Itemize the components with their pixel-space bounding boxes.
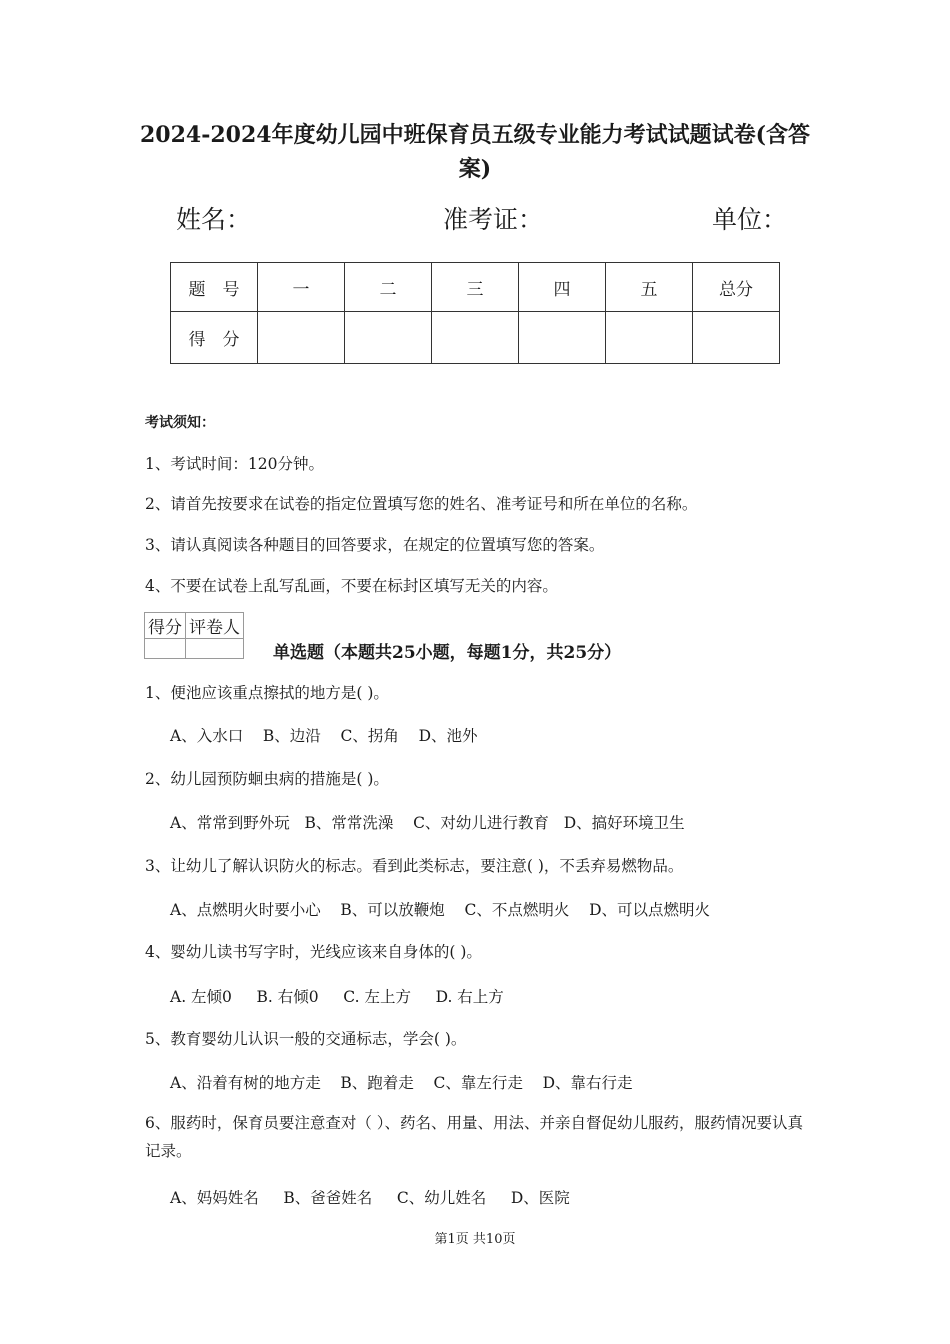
question-text: 6、服药时，保育员要注意查对（ ）、药名、用量、用法、并亲自督促幼儿服药，服药情况要认真记录。 [145, 1114, 804, 1160]
score-table [170, 262, 780, 364]
notice-title: 考试须知： [145, 415, 215, 431]
score-input-cell[interactable] [345, 312, 432, 364]
question-text: 3、让幼儿了解认识防火的标志。看到此类标志，要注意( )，不丢弃易燃物品。 [145, 857, 684, 875]
question-text: 2、幼儿园预防蛔虫病的措施是( )。 [145, 770, 389, 788]
grader-box [144, 612, 244, 659]
score-table-score-row [171, 312, 780, 364]
question-text: 4、婴幼儿读书写字时，光线应该来自身体的( )。 [145, 943, 482, 961]
grader-name-cell[interactable] [186, 639, 244, 659]
score-input-cell[interactable] [606, 312, 693, 364]
question-options: A. 左倾0 B. 右倾0 C. 左上方 D. 右上方 [170, 988, 504, 1006]
grader-score-cell[interactable] [145, 639, 186, 659]
notice-item: 4、不要在试卷上乱写乱画，不要在标封区填写无关的内容。 [145, 577, 558, 595]
score-table-cell: 五 [606, 263, 693, 312]
score-table-cell: 一 [258, 263, 345, 312]
score-table-cell: 总分 [693, 263, 780, 312]
question-text: 1、便池应该重点擦拭的地方是( )。 [145, 684, 389, 702]
question-text: 5、教育婴幼儿认识一般的交通标志，学会( )。 [145, 1030, 467, 1048]
unit-label: 单位： [712, 205, 788, 234]
notice-item: 1、考试时间：120分钟。 [145, 455, 324, 473]
question-options: A、点燃明火时要小心 B、可以放鞭炮 C、不点燃明火 D、可以点燃明火 [170, 901, 710, 919]
section-title: 单选题（本题共25小题，每题1分，共25分） [273, 643, 622, 663]
score-input-cell[interactable] [693, 312, 780, 364]
document-title: 2024-2024年度幼儿园中班保育员五级专业能力考试试题试卷(含答案) [140, 122, 811, 182]
question-options: A、常常到野外玩 B、常常洗澡 C、对幼儿进行教育 D、搞好环境卫生 [170, 814, 685, 832]
score-table-cell: 题 号 [171, 263, 258, 312]
page-footer: 第1页 共10页 [434, 1232, 516, 1247]
score-input-cell[interactable] [258, 312, 345, 364]
exam-id-label: 准考证： [443, 205, 544, 234]
score-table-cell: 四 [519, 263, 606, 312]
score-row-label: 得 分 [171, 312, 258, 364]
notice-item: 2、请首先按要求在试卷的指定位置填写您的姓名、准考证号和所在单位的名称。 [145, 495, 698, 513]
score-table-cell: 二 [345, 263, 432, 312]
score-table-header-row [171, 263, 780, 312]
grader-score-label: 得分 [145, 613, 186, 639]
score-input-cell[interactable] [432, 312, 519, 364]
question-options: A、妈妈姓名 B、爸爸姓名 C、幼儿姓名 D、医院 [170, 1189, 570, 1207]
question-options: A、入水口 B、边沿 C、拐角 D、池外 [170, 727, 478, 745]
score-input-cell[interactable] [519, 312, 606, 364]
notice-item: 3、请认真阅读各种题目的回答要求，在规定的位置填写您的答案。 [145, 536, 605, 554]
grader-name-label: 评卷人 [186, 613, 244, 639]
question-options: A、沿着有树的地方走 B、跑着走 C、靠左行走 D、靠右行走 [170, 1074, 633, 1092]
score-table-cell: 三 [432, 263, 519, 312]
name-label: 姓名： [176, 205, 252, 234]
